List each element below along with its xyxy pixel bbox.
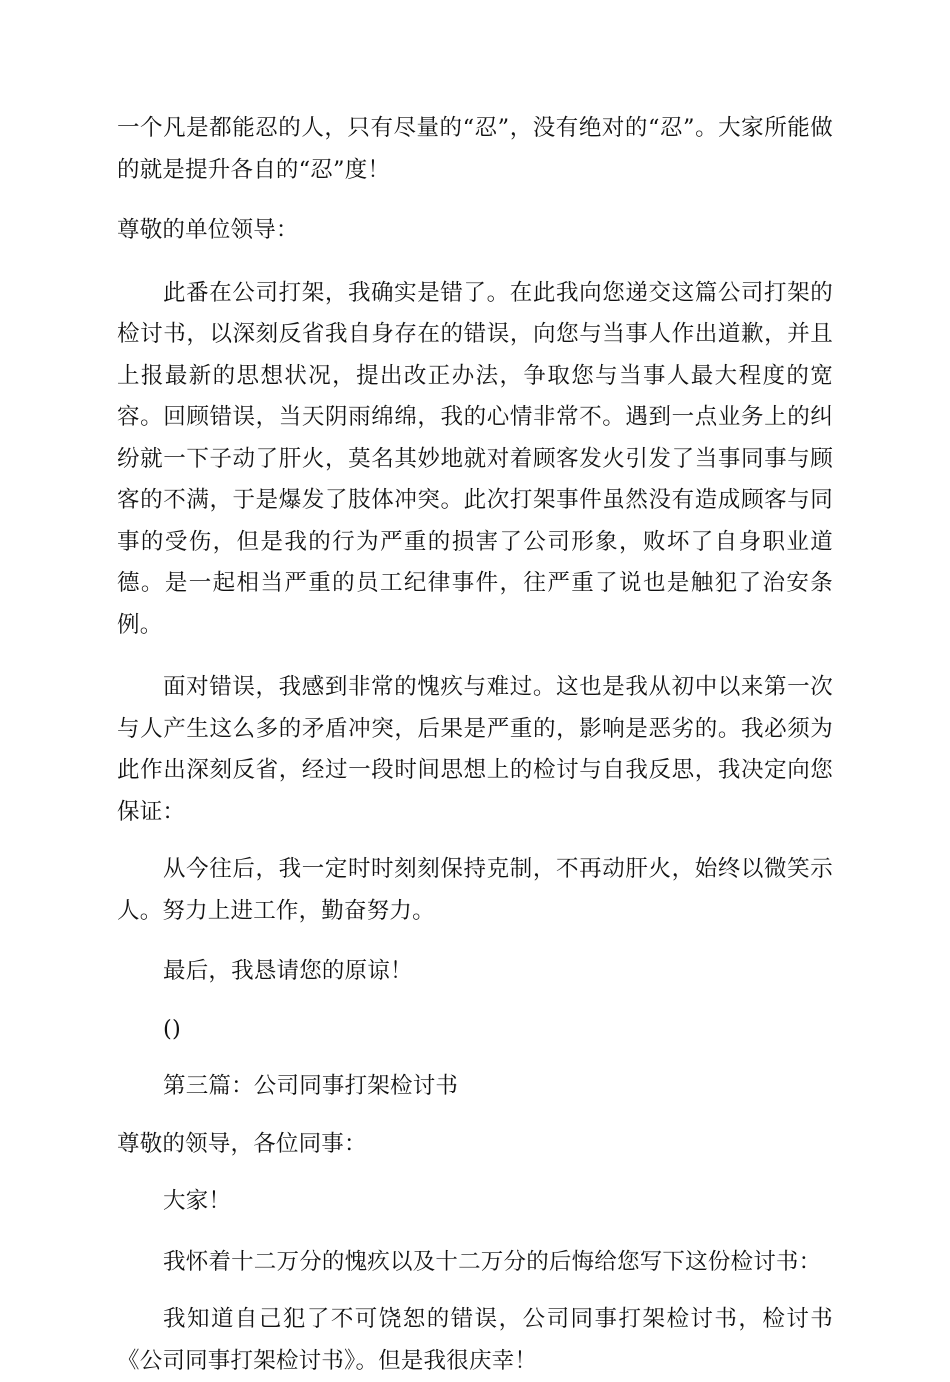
- salutation-leaders-colleagues: 尊敬的领导，各位同事：: [117, 1130, 367, 1157]
- document-page: [117, 108, 833, 1382]
- paragraph-greeting: 大家！: [163, 1188, 232, 1214]
- section-heading: 第三篇：公司同事打架检讨书: [163, 1073, 459, 1099]
- paragraph-reflection: 面对错误，我感到非常的愧疚与难过。这也是我从初中以来第一次与人产生这么多的矛盾冲突，后果是严重的，影响是恶劣的。我必须为此作出深刻反省，经过一段时间思想上的检讨与自我反思，我决定向您保证：: [117, 674, 833, 825]
- paragraph-apology: 此番在公司打架，我确实是错了。在此我向您递交这篇公司打架的检讨书，以深刻反省我自身存在的错误，向您与当事人作出道歉，并且上报最新的思想状况，提出改正办法，争取您与当事人最大程度的宽容。回顾错误，当天阴雨绵绵，我的心情非常不。遇到一点业务上的纠纷就一下子动了肝火，莫名其妙地就对着顾客发火引发了当事同事与顾客的不满，于是爆发了肢体冲突。此次打架事件虽然没有造成顾客与同事的受伤，但是我的行为严重的损害了公司形象，败坏了自身职业道德。是一起相当严重的员工纪律事件，往严重了说也是触犯了治安条例。: [117, 279, 833, 638]
- paragraph-promise: 从今往后，我一定时时刻刻保持克制，不再动肝火，始终以微笑示人。努力上进工作，勤奋努力。: [117, 856, 833, 924]
- paragraph-parentheses: (): [163, 1015, 181, 1042]
- paragraph-admission: 我知道自己犯了不可饶恕的错误，公司同事打架检讨书，检讨书《公司同事打架检讨书》。但是我很庆幸！: [117, 1306, 833, 1374]
- paragraph-remorse: 我怀着十二万分的愧疚以及十二万分的后悔给您写下这份检讨书：: [163, 1248, 822, 1275]
- paragraph-closing: 最后，我恳请您的原谅！: [163, 958, 413, 984]
- salutation-unit-leader: 尊敬的单位领导：: [117, 217, 299, 243]
- paragraph-intro: 一个凡是都能忍的人，只有尽量的“忍”，没有绝对的“忍”。大家所能做的就是提升各自的“忍”度！: [117, 115, 833, 183]
